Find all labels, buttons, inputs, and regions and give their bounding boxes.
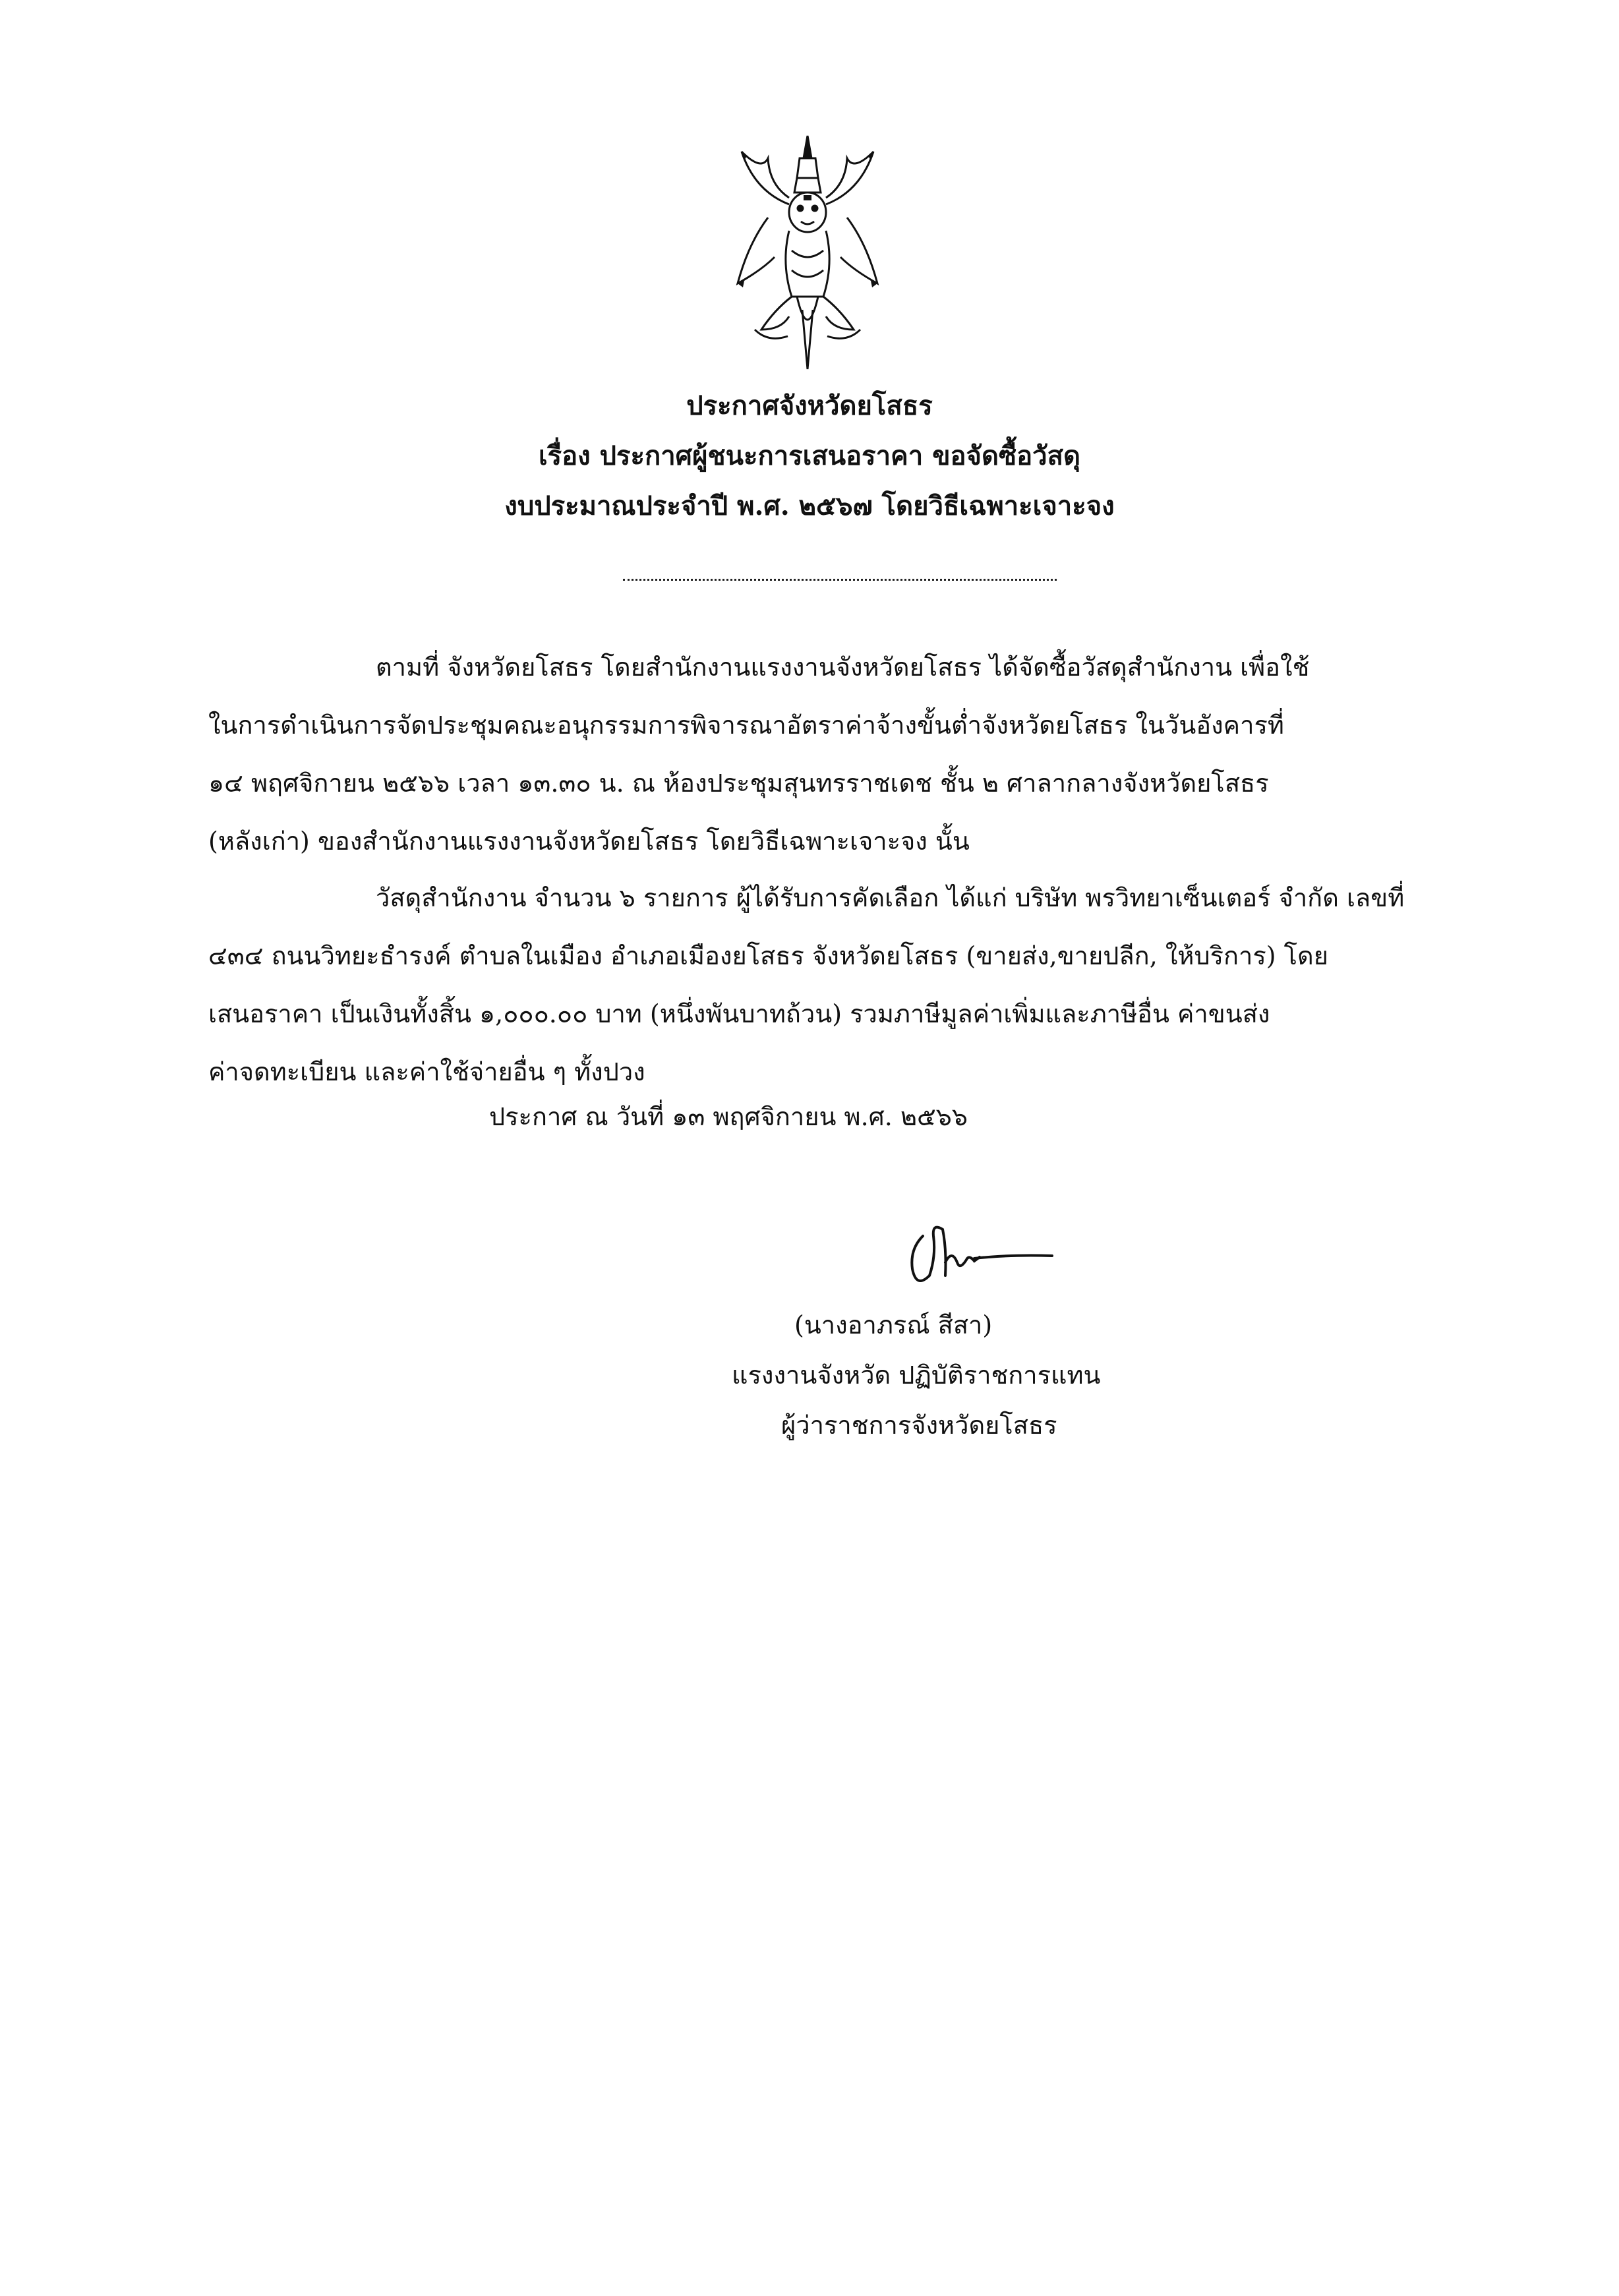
announcement-subject: เรื่อง ประกาศผู้ชนะการเสนอราคา ขอจัดซื้อวัสดุ (539, 440, 1080, 471)
paragraph-line: ๔๓๔ ถนนวิทยะธำรงค์ ตำบลในเมือง อำเภอเมืองยโสธร จังหวัดยโสธร (ขายส่ง,ขายปลีก, ให้บริการ) โดย (208, 941, 1328, 970)
paragraph-line: ในการดำเนินการจัดประชุมคณะอนุกรรมการพิจารณาอัตราค่าจ้างขั้นต่ำจังหวัดยโสธร ในวันอังคารที่ (208, 711, 1284, 740)
paragraph-line: ๑๔ พฤศจิกายน ๒๕๖๖ เวลา ๑๓.๓๐ น. ณ ห้องประชุมสุนทรราชเดช ชั้น ๒ ศาลากลางจังหวัดยโสธร (208, 769, 1269, 798)
handwritten-signature (903, 1196, 1055, 1295)
header-divider (623, 579, 1057, 581)
announcement-title: ประกาศจังหวัดยโสธร (686, 390, 933, 421)
paragraph-line: เสนอราคา เป็นเงินทั้งสิ้น ๑,๐๐๐.๐๐ บาท (หนึ่งพันบาทถ้วน) รวมภาษีมูลค่าเพิ่มและภาษีอื่น ค่าขนส่ง (208, 999, 1270, 1028)
announcement-date: ประกาศ ณ วันที่ ๑๓ พฤศจิกายน พ.ศ. ๒๕๖๖ (489, 1102, 968, 1131)
garuda-emblem-icon (728, 132, 887, 376)
signatory-authority: ผู้ว่าราชการจังหวัดยโสธร (781, 1411, 1057, 1440)
paragraph-award (208, 869, 1455, 1101)
paragraph-background (208, 638, 1455, 870)
signatory-name: (นางอาภรณ์ สีสา) (794, 1310, 993, 1339)
paragraph-line: วัสดุสำนักงาน จำนวน ๖ รายการ ผู้ได้รับการคัดเลือก ได้แก่ บริษัท พรวิทยาเซ็นเตอร์ จำกัด เลขที่ (376, 883, 1405, 912)
paragraph-line: ค่าจดทะเบียน และค่าใช้จ่ายอื่น ๆ ทั้งปวง (208, 1057, 645, 1086)
paragraph-line: ตามที่ จังหวัดยโสธร โดยสำนักงานแรงงานจังหวัดยโสธร ได้จัดซื้อวัสดุสำนักงาน เพื่อใช้ (376, 653, 1310, 682)
announcement-subject-detail: งบประมาณประจำปี พ.ศ. ๒๕๖๗ โดยวิธีเฉพาะเจาะจง (504, 490, 1115, 521)
signatory-position: แรงงานจังหวัด ปฏิบัติราชการแทน (732, 1361, 1101, 1390)
paragraph-line: (หลังเก่า) ของสำนักงานแรงงานจังหวัดยโสธร โดยวิธีเฉพาะเจาะจง นั้น (208, 827, 970, 856)
